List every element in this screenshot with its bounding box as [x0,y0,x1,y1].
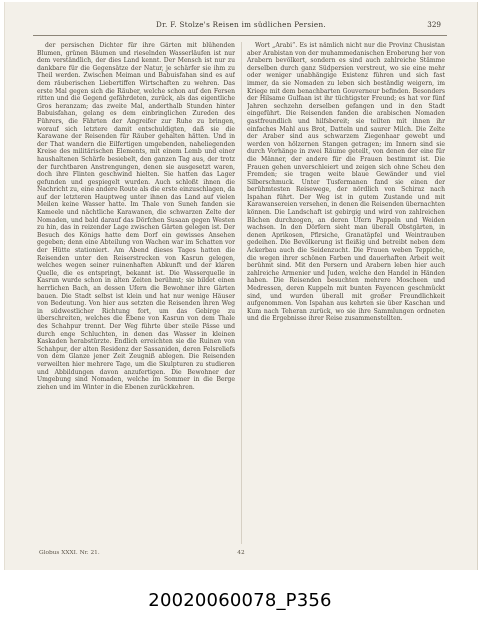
right-text-column [247,42,445,544]
right-column-text: Wort „Arabi“. Es ist nämlich nicht nur die Provinz Chusistan aber Arabistan von der muhammedanischen Eroberung her von Arabern bevölkert, sondern es sind auch zahlreiche Stämme derselben durch ganz Südpersien verstreut, wo sie eine mehr oder weniger unabhängige Existenz führen und sich fast immer, da sie Nomaden zu leben sich beständig weigern, im Kriege mit dem benachbarten Gouverneur befinden. Besonders der Hilsame Gulfaan ist ihr tüchtigster Freund; es hat vor fünf Jahren sechzehn derselben gefangen und in den Stadt eingeführt. Die Reisenden fanden die arabischen Nomaden gastfreundlich und hilfsbereit; sie teilten mit ihnen ihr einfaches Mahl aus Brot, Datteln und saurer Milch. Die Zelte der Araber sind aus schwarzem Ziegenhaar gewebt und werden von hölzernen Stangen getragen; im Innern sind sie durch Vorhänge in zwei Räume geteilt, von denen der eine für die Männer, der andere für die Frauen bestimmt ist. Die Frauen gehen unverschleiert und zeigen sich ohne Scheu den Fremden; sie tragen weite blaue Gewänder und viel Silberschmuck. Unter Tusfermanen fand sie einen der berühmtesten Reisewege, der nördlich von Schiraz nach Ispahan führt. Der Weg ist in gutem Zustande und mit Karawansereien versehen, in denen die Reisenden übernachten können. Die Landschaft ist gebirgig und wird von zahlreichen Bächen durchzogen, an deren Ufern Pappeln und Weiden wachsen. In den Dörfern sieht man überall Obstgärten, in denen Aprikosen, Pfirsiche, Granatäpfel und Weintrauben gedeihen. Die Bevölkerung ist fleißig und betreibt neben dem Ackerbau auch die Seidenzucht. Die Frauen weben Teppiche, die wegen ihrer schönen Farben und dauerhaften Arbeit weit berühmt sind. Mit den Persern und Arabern leben hier auch zahlreiche Armenier und Juden, welche den Handel in Händen haben. Die Reisenden besuchten mehrere Moscheen und Medressen, deren Kuppeln mit bunten Fayencen geschmückt sind, und wurden überall mit großer Freundlichkeit aufgenommen. Von Ispahan aus kehrten sie über Kaschan und Kum nach Teheran zurück, wo sie ihre Sammlungen ordneten und die Ergebnisse ihrer Reise zusammenstellten. [247,42,445,323]
image-identifier-caption: 20020060078_P356 [148,590,332,611]
left-text-column [37,42,235,544]
running-title: Dr. F. Stolze's Reisen im südlichen Persien. [156,20,326,29]
footer-sheet-number: 42 [237,550,245,556]
left-column-text: der persischen Dichter für ihre Gärten mit blühenden Blumen, grünen Bäumen und rieselnden Wasserläufen ist nur dem verständlich, der dies Land kennt. Der Mensch ist nur zu dankbare für die Gegensätze der Natur, je schärfer sie ihm zu Theil werden. Zwischen Meiman und Babuisfahan sind es auf dem räuberischen Liebertiffen Wirtschaften zu wehren. Das erste Mal gegen sich die Räuber, welche schon auf den Fersen ritten und die Gegend gefährdeten, zurück, als das eigentliche Gros heranzam; das zweite Mal, anderthalb Stunden hinter Babuisfahan, gelang es dem einbringlichen Zureden des Führers, die Fährten der Angreifer zur Ruhe zu bringen, worauf sich letztere damit entschuldigten, daß sie die Karawane der Reisenden für Räuber gehalten hätten. Und in der That wandern die Eilfertigen umgebenden, naheliegenden Kreise des militärischen Elements, mit einem Lemb und einer haushaltenen Schärfe besiebelt, den ganzen Tag aus, der trotz der furchtbaren Anstrengungen, denen sie ausgesetzt waren, doch ihre Flinten geschwind hielten. Sie hatten das Lager gefunden und gespiegelt wurden. Auch schloßt ihnen die Nachricht zu, eine andere Route als die erste einzuschlagen, da auf der letzteren Hauptweg unter ihnen das Land auf vielen Meilen keine Wasser hatte. Im Thale von Suneh fanden sie Kameele und nächtliche Karawanen, die schwarzen Zelte der Nomaden, und bald darauf das Dörfchen Susaan gegen Westen zu hin, das in reizender Lage zwischen Gärten gelegen ist. Der Besuch des Königs hatte dem Dorf ein gewisses Ansehen gegeben; denn eine Abteilung von Wachen war im Schatten vor der Hütte stationiert. Am Abend dieses Tages hatten die Reisenden unter den Reiserstrecken von Kasrun gelegen, welches wegen seiner ruinenhaften Abkunft und der klaren Quelle, die es entspringt, bekannt ist. Die Wasserquelle in Kasrun wurde schon in alten Zeiten berühmt; sie bildet einen herrlichen Bach, an dessen Ufern die Bewohner ihre Gärten bauen. Die Stadt selbst ist klein und hat nur wenige Häuser von Bedeutung. Von hier aus setzten die Reisenden ihren Weg in südwestlicher Richtung fort, um das Gebirge zu überschreiten, welches die Ebene von Kasrun von dem Thale des Schahpur trennt. Der Weg führte über steile Pässe und durch enge Schluchten, in denen das Wasser in kleinen Kaskaden herabstürzte. Endlich erreichten sie die Ruinen von Schahpur, der alten Residenz der Sassaniden, deren Felsreliefs von dem Glanze jener Zeit Zeugniß ablegen. Die Reisenden verweilten hier mehrere Tage, um die Skulpturen zu studieren und Abbildungen davon anzufertigen. Die Bewohner der Umgebung sind Nomaden, welche im Sommer in die Berge ziehen und im Winter in die Ebenen zurückkehren. [37,42,235,391]
header-rule [33,35,447,36]
book-page [4,2,478,570]
column-divider [241,42,242,544]
footer-signature: Globus XXXI. Nr. 21. [39,550,100,556]
page-number: 329 [427,20,441,29]
page-footer [5,550,477,560]
running-header [5,20,477,34]
